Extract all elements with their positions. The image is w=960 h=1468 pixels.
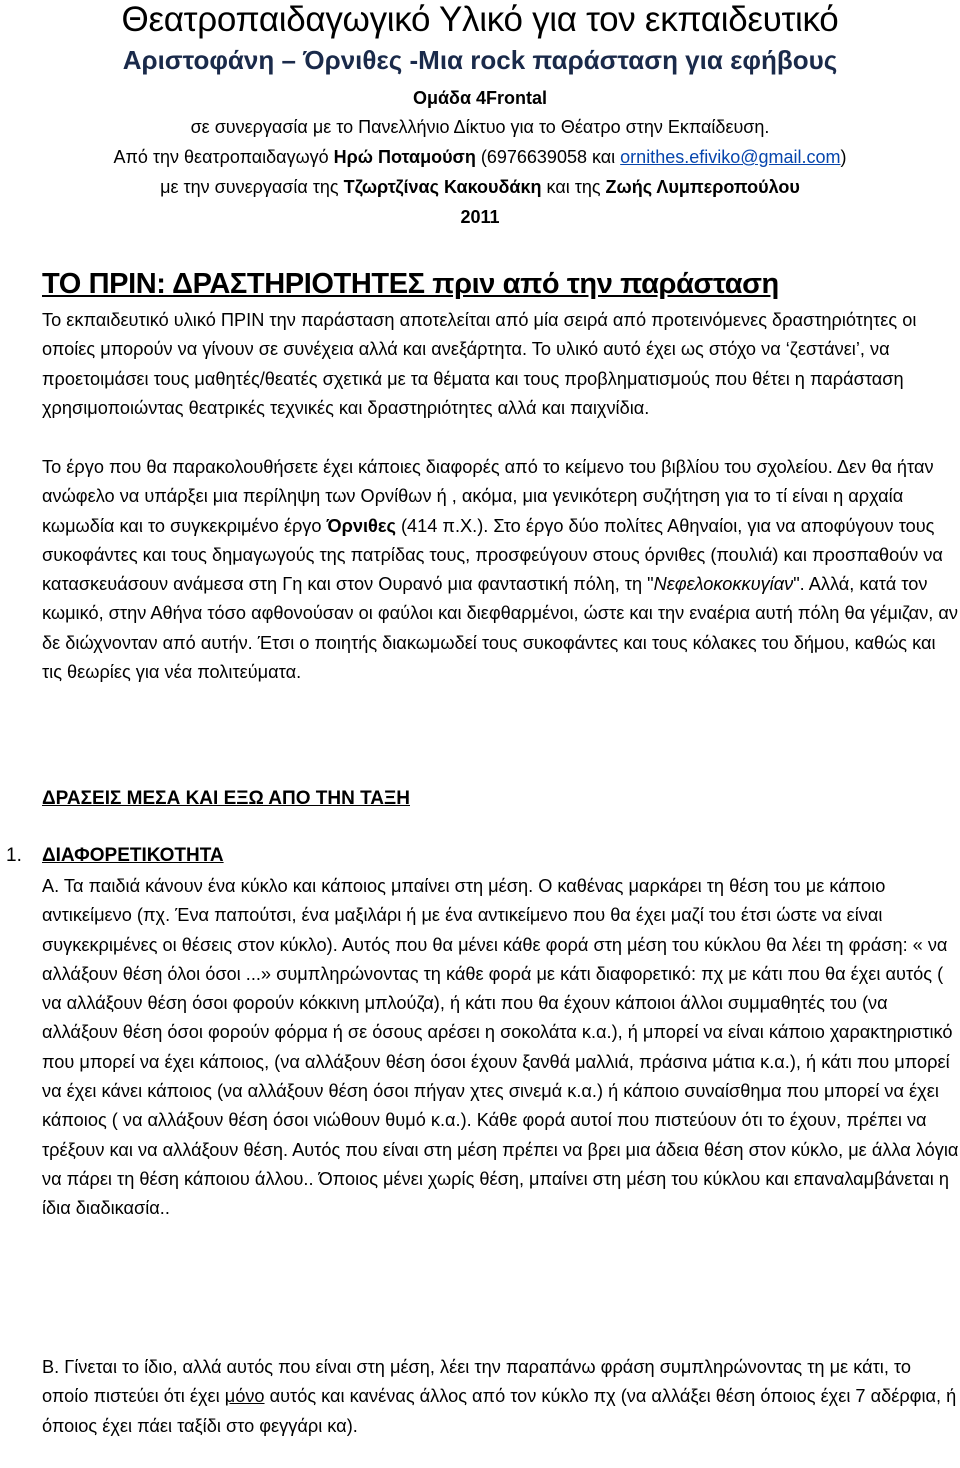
collaborators-line bbox=[0, 175, 960, 199]
play-description bbox=[42, 453, 960, 687]
activity-b-only: μόνο bbox=[224, 1386, 265, 1407]
document-subtitle: Αριστοφάνη – Όρνιθες -Μια rock παράσταση για εφήβους bbox=[122, 45, 838, 75]
contact-line bbox=[0, 145, 960, 169]
activity-b bbox=[42, 1353, 960, 1441]
actions-heading: ΔΡΑΣΕΙΣ ΜΕΣΑ ΚΑΙ ΕΞΩ ΑΠΟ ΤΗΝ ΤΑΞΗ bbox=[42, 788, 410, 809]
collaborator-name-2: Ζωής Λυμπεροπούλου bbox=[605, 177, 800, 197]
section-before-intro: Το εκπαιδευτικό υλικό ΠΡΙΝ την παράσταση αποτελείται από μία σειρά από προτεινόμενες δραστηριότητες οι οποίες μπορούν να γίνουν σε συνέχεια αλλά και ανεξάρτητα. Το υλικό αυτό έχει ως στόχο να ‘ζεστάνει’, να προετοιμάσει τους μαθητές/θεατές σχετικά με τα θέματα και τους προβληματισμούς που θέτει η παράσταση χρησιμοποιώντας θεατρικές τεχνικές και δραστηριότητες αλλά και παιχνίδια. bbox=[42, 310, 917, 418]
contact-prefix: Από την θεατροπαιδαγωγό bbox=[113, 147, 334, 167]
play-text-2: (414 π.Χ.). Στο έργο δύο πολίτες Αθηναίοι, για να αποφύγουν τους συκοφάντες και τους δημαγωγούς της πατρίδας τους, προσφεύγουν στους όρνιθες (πουλιά) και προσπαθούν να κατασκευάσουν ανάμεσα στη Γη και στον Ουρανό μια φανταστική πόλη, τη " bbox=[42, 515, 943, 595]
play-text-3: ". Αλλά, κατά τον κωμικό, στην Αθήνα τόσο αφθονούσαν οι φαύλοι και διεφθαρμένοι, ώστε και την εναέρια αυτή πόλη θα γέμιζαν, αν δε διώχνονταν από αυτήν. Έτσι ο ποιητής διακωμωδεί τους συκοφάντες και τους κόλακες του δήμου, καθώς και τις θεωρίες για νέα πολιτεύματα. bbox=[42, 574, 958, 683]
play-text-1: Το έργο που θα παρακολουθήσετε έχει κάποιες διαφορές από το κείμενο του βιβλίου του σχολείου. Δεν θα ήταν ανώφελο να υπάρξει μια περίληψη των Ορνίθων ή , ακόμα, μια γενικότερη συζήτηση για το τί είναι η αρχαία κωμωδία και το συγκεκριμένο έργο bbox=[42, 457, 934, 536]
collaboration-line: σε συνεργασία με το Πανελλήνιο Δίκτυο για το Θέατρο στην Εκπαίδευση. bbox=[190, 117, 770, 137]
collaborators-prefix: με την συνεργασία της bbox=[160, 177, 344, 197]
list-item-number: 1. bbox=[6, 845, 22, 866]
activity-b-text-2: αυτός και κανένας άλλος από τον κύκλο πχ (να αλλάξει θέση όποιος έχει 7 αδέρφια, ή όποιος έχει πάει ταξίδι στο φεγγάρι κα). bbox=[42, 1386, 957, 1436]
contact-suffix: ) bbox=[840, 147, 847, 167]
year: 2011 bbox=[460, 207, 500, 227]
city-name: Νεφελοκοκκυγίαν bbox=[653, 574, 794, 595]
collaborator-name-1: Τζωρτζίνας Κακουδάκη bbox=[343, 177, 542, 197]
author-name: Ηρώ Ποταμούση bbox=[333, 147, 476, 167]
play-title: Όρνιθες bbox=[326, 515, 396, 536]
year-line bbox=[0, 205, 960, 229]
section-before-heading: ΤΟ ΠΡΙΝ: ΔΡΑΣΤΗΡΙΟΤΗΤΕΣ πριν από την παράσταση bbox=[42, 268, 779, 300]
document-title: Θεατροπαιδαγωγικό Υλικό για τον εκπαιδευτικό bbox=[121, 0, 839, 39]
email-link[interactable]: ornithes.efiviko@gmail.com bbox=[620, 147, 841, 167]
collaborators-middle: και της bbox=[541, 177, 606, 197]
group-name bbox=[0, 86, 960, 110]
activity-b-text-1: Β. Γίνεται το ίδιο, αλλά αυτός που είναι στη μέση, λέει την παραπάνω φράση συμπληρώνοντας τη με κάτι, το οποίο πιστεύει ότι έχει bbox=[42, 1357, 911, 1407]
activity-a: Α. Τα παιδιά κάνουν ένα κύκλο και κάποιος μπαίνει στη μέση. Ο καθένας μαρκάρει τη θέση του με κάποιο αντικείμενο (πχ. Ένα παπούτσι, ένα μαξιλάρι ή με ένα αντικείμενο που θα έχει μαζί του έτσι ώστε να είναι συγκεκριμένες οι θέσεις στον κύκλο). Αυτός που θα μένει κάθε φορά στη μέση του κύκλου θα λέει τη φράση: « να αλλάξουν θέση όλοι όσοι ...» συμπληρώνοντας τη κάθε φορά με κάτι διαφορετικό: πχ με κάτι που θα έχει αυτός ( να αλλάξουν θέση όσοι φορούν κόκκινη μπλούζα), ή κάτι που θα έχουν κάποιοι άλλοι συμμαθητές του (να αλλάξουν θέση όσοι φορούν φόρμα ή σε όσους αρέσει η σοκολάτα κ.α.), ή μπορεί να είναι κάποιο χαρακτηριστικό που μπορεί να έχει κάποιος, (να αλλάξουν θέση όσοι έχουν ξανθά μαλλιά, πράσινα μάτια κ.α.), ή κάτι που μπορεί να έχει κάνει κάποιος (να αλλάξουν θέση όσοι πήγαν χτες σινεμά κ.α.) ή κάποιο συναίσθημα που μπορεί να έχει κάποιος ( να αλλάξουν θέση όσοι νιώθουν θυμό κ.α.). Κάθε φορά αυτοί που πιστεύουν ότι το έχουν, πρέπει να τρέξουν και να αλλάξουν θέση. Αυτός που είναι στη μέση πρέπει να βρει μια άδεια θέση στον κύκλο, με άλλα λόγια να πάρει τη θέση κάποιου άλλου.. Όποιος μένει χωρίς θέση, μπαίνει στη μέση του κύκλου και επαναλαμβάνεται η ίδια διαδικασία.. bbox=[42, 876, 959, 1219]
group-name-text: Ομάδα 4Frontal bbox=[412, 88, 548, 108]
contact-phone: (6976639058 και bbox=[475, 147, 621, 167]
list-item-title: ΔΙΑΦΟΡΕΤΙΚΟΤΗΤΑ bbox=[42, 845, 224, 866]
